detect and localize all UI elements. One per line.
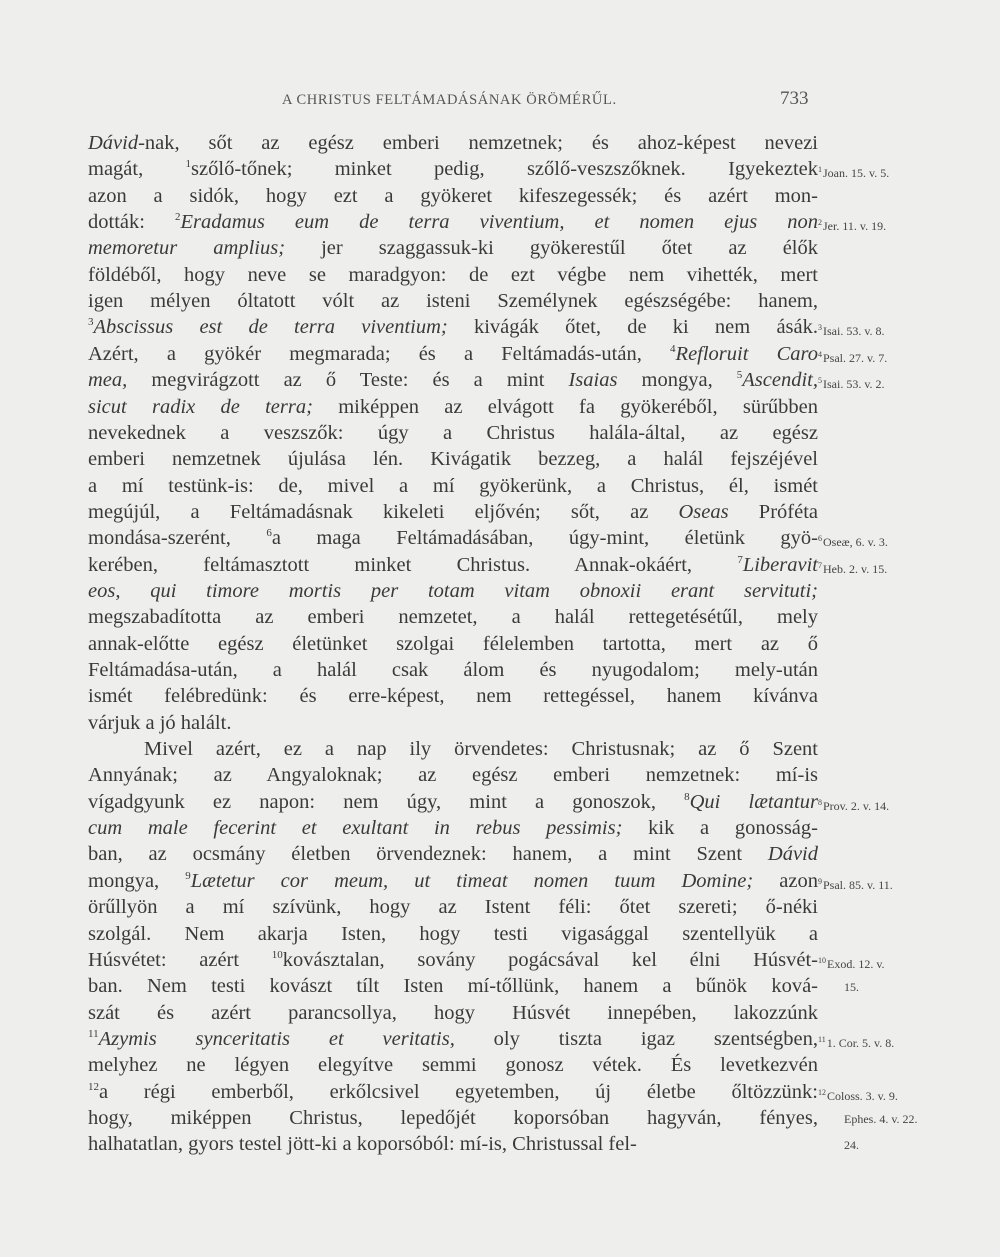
text-line: [88, 1105, 818, 1131]
marginal-note-text: Exod. 12. v.: [827, 956, 885, 971]
marginal-note-text: Coloss. 3. v. 9.: [827, 1088, 898, 1103]
text-line: [88, 683, 818, 709]
text-line: [88, 394, 818, 420]
marginal-note-text: Psal. 27. v. 7.: [823, 350, 888, 365]
marginal-note-mark: 6: [818, 534, 822, 544]
footnote-mark: 4: [670, 342, 676, 355]
marginal-note: [818, 875, 893, 892]
marginal-note-mark: 11: [818, 1034, 826, 1044]
footnote-mark: 3: [88, 316, 94, 329]
page-number: 733: [780, 88, 809, 109]
latin-phrase: Liberavit: [742, 553, 818, 576]
marginal-note-text: Isai. 53. v. 8.: [823, 324, 885, 339]
footnote-mark: 5: [736, 369, 743, 382]
text-run: vígadgyunk ez napon: nem úgy, mint a gonoszok,: [88, 790, 685, 813]
text-run: ban. Nem testi kovászt tílt Isten mí-tőllünk, hanem a bűnök ková-: [88, 975, 818, 998]
marginal-note: [818, 1138, 859, 1152]
text-line: [88, 789, 818, 815]
text-line: [88, 525, 818, 551]
marginal-note-text: Isai. 53. v. 2.: [823, 377, 885, 392]
latin-phrase: Qui lætantur: [689, 790, 818, 813]
text-run: Húsvétet: azért: [88, 948, 272, 971]
marginal-note: [818, 163, 889, 180]
text-run: dották:: [88, 211, 176, 234]
text-run: azon: [753, 869, 818, 892]
text-run: Feltámadása-után, a halál csak álom és nyugodalom; mely-után: [88, 659, 818, 681]
marginal-note: [818, 532, 888, 549]
marginal-note-mark: 9: [818, 876, 822, 886]
marginal-note: [818, 348, 887, 365]
text-run: azon a sidók, hogy ezt a gyökeret kifeszegessék; és azért mon-: [88, 184, 818, 207]
marginal-note: [818, 980, 859, 994]
marginal-note: [818, 216, 886, 233]
text-run: mondása-szerént,: [88, 527, 267, 550]
text-line: [88, 209, 818, 235]
footnote-mark: 8: [684, 790, 690, 803]
text-run: kivágák őtet, de ki nem ásák.: [447, 316, 818, 339]
text-run: jer szaggassuk-ki gyökerestűl őtet az élők: [285, 237, 818, 260]
marginal-note: [818, 1086, 898, 1103]
text-run: nevekednek a veszszők: úgy a Christus halála-által, az egész: [88, 421, 818, 444]
marginal-note: [818, 559, 887, 576]
marginal-note: [818, 796, 889, 813]
text-line: [88, 578, 818, 604]
marginal-note-text: 24.: [844, 1138, 859, 1153]
marginal-note-mark: 8: [818, 797, 822, 807]
marginal-note-mark: 1: [818, 165, 822, 175]
text-run: a maga Feltámadásában, úgy-mint, életünk gyö-: [271, 527, 818, 550]
latin-phrase: cum male fecerint et exultant in rebus pessimis;: [88, 817, 623, 840]
text-line: [88, 736, 818, 762]
text-line: [88, 1052, 818, 1078]
text-run: Azért, a gyökér megmarada; és a Feltámadás-után,: [88, 342, 671, 365]
marginal-note: [818, 321, 885, 338]
latin-phrase: Ascendit,: [742, 369, 818, 392]
footnote-mark: 6: [266, 527, 272, 540]
text-line: [88, 710, 818, 736]
text-line: [88, 235, 818, 261]
marginal-note-text: Psal. 85. v. 11.: [823, 877, 893, 892]
text-line: [88, 973, 818, 999]
text-line: [88, 1079, 818, 1105]
text-line: [88, 1026, 818, 1052]
marginal-note-mark: 5: [818, 376, 822, 386]
footnote-mark: 7: [737, 553, 743, 566]
text-line: [88, 815, 818, 841]
text-line: [88, 1131, 818, 1157]
text-run: örűllyön a mí szívünk, hogy az Istent féli: őtet szereti; ő-néki: [88, 896, 818, 919]
text-run: kovásztalan, sovány pogácsával kel élni Húsvét-: [282, 948, 818, 971]
latin-phrase: Isaias: [568, 369, 618, 392]
text-line: [88, 473, 818, 499]
latin-phrase: Azymis synceritatis et veritatis,: [98, 1027, 455, 1050]
text-run: oly tiszta igaz szentségben,: [454, 1027, 818, 1050]
marginal-note-text: Jer. 11. v. 19.: [823, 219, 887, 234]
footnote-mark: 2: [175, 211, 181, 224]
text-line: [88, 499, 818, 525]
latin-phrase: Dávid: [767, 843, 818, 866]
latin-phrase: Refloruit Caro: [675, 342, 818, 365]
marginal-note-text: 1. Cor. 5. v. 8.: [826, 1035, 895, 1050]
text-run: a régi emberből, erkőlcsivel egyetemben, új életbe őltözzünk:: [99, 1080, 818, 1103]
text-line: [88, 657, 818, 683]
marginal-note-mark: 10: [818, 955, 826, 965]
text-run: Annyának; az Angyaloknak; az egész emberi nemzetnek: mí-is: [88, 764, 818, 787]
latin-phrase: Dávid: [88, 132, 139, 154]
marginal-note: [818, 1112, 918, 1126]
marginal-note: [818, 954, 885, 971]
text-run: kik a gonosság-: [622, 817, 818, 840]
text-line: [88, 420, 818, 446]
latin-phrase: sicut radix de terra;: [88, 395, 313, 418]
text-run: miképpen az elvágott fa gyökeréből, sürűbben: [312, 395, 819, 418]
text-run: Mivel azért, ez a nap ily örvendetes: Christusnak; az ő Szent: [144, 738, 818, 761]
running-header: A CHRISTUS FELTÁMADÁSÁNAK ÖRÖMÉRŰL.: [282, 92, 617, 108]
text-run: mongya,: [88, 869, 186, 892]
text-line: [88, 894, 818, 920]
text-line: [88, 762, 818, 788]
footnote-mark: 12: [88, 1080, 99, 1093]
text-line: [88, 367, 818, 393]
text-run: halhatatlan, gyors testel jött-ki a koporsóból: mí-is, Christussal fel-: [88, 1133, 637, 1156]
latin-phrase: Abscissus est de terra viventium;: [93, 316, 448, 339]
text-run: ismét felébredünk: és erre-képest, nem rettegéssel, hanem kívánva: [88, 685, 818, 708]
marginal-note-text: Ephes. 4. v. 22.: [844, 1111, 918, 1126]
text-line: [88, 262, 818, 288]
text-line: [88, 841, 818, 867]
footnote-mark: 10: [271, 949, 283, 962]
text-run: magát,: [88, 158, 186, 181]
text-run: mongya,: [617, 369, 737, 392]
latin-phrase: Oseas: [678, 500, 729, 523]
text-line: [88, 446, 818, 472]
text-line: [88, 868, 818, 894]
text-line: [88, 552, 818, 578]
marginal-note-mark: 2: [818, 218, 822, 228]
text-run: Próféta: [728, 500, 818, 523]
text-run: szát és azért parancsollya, hogy Húsvét innepében, lakozzúnk: [88, 1001, 818, 1024]
marginal-note-mark: 3: [818, 323, 822, 333]
marginal-note-mark: 7: [818, 560, 822, 570]
text-run: várjuk a jó halált.: [88, 711, 232, 734]
text-run: megszabadította az emberi nemzetet, a halál rettegetésétűl, mely: [88, 606, 818, 629]
text-run: annak-előtte egész életünket szolgai félelemben tartotta, mert az ő: [88, 632, 818, 655]
marginal-note-text: Prov. 2. v. 14.: [823, 798, 890, 813]
text-run: -nak, sőt az egész emberi nemzetnek; és ahoz-képest nevezi: [138, 132, 818, 154]
text-run: szolgál. Nem akarja Isten, hogy testi vigasággal szentellyük a: [88, 922, 818, 945]
text-line: [88, 341, 818, 367]
marginal-note-text: Heb. 2. v. 15.: [823, 561, 888, 576]
text-run: hogy, miképpen Christus, lepedőjét koporsóban hagyván, fényes,: [88, 1106, 818, 1129]
footnote-mark: 11: [88, 1028, 99, 1041]
text-run: kerében, feltámasztott minket Christus. Annak-okáért,: [88, 553, 738, 576]
text-line: [88, 1000, 818, 1026]
text-run: a mí testünk-is: de, mivel a mí gyökerünk, a Christus, él, ismét: [88, 474, 818, 497]
text-line: [88, 921, 818, 947]
text-run: melyhez ne légyen elegyítve semmi gonosz vétek. És levetkezvén: [88, 1054, 818, 1077]
latin-phrase: eos, qui timore mortis per totam vitam obnoxii erant servituti;: [88, 579, 818, 602]
text-run: földéből, hogy neve se maradgyon: de ezt végbe nem vihették, mert: [88, 263, 818, 286]
text-run: igen mélyen óltatott vólt az isteni Személynek egészségébe: hanem,: [88, 290, 818, 313]
marginal-note: [818, 1033, 894, 1050]
marginal-note: [818, 374, 885, 391]
marginal-note-mark: 4: [818, 349, 822, 359]
text-run: megvirágzott az ő Teste: és a mint: [127, 369, 569, 392]
text-run: ban, az ocsmány életben örvendeznek: hanem, a mint Szent: [88, 843, 768, 866]
latin-phrase: Lætetur cor meum, ut timeat nomen tuum Domine;: [190, 869, 754, 892]
text-run: emberi nemzetnek újulása lén. Kivágatik bezzeg, a halál fejszéjével: [88, 448, 818, 471]
text-line: [88, 947, 818, 973]
latin-phrase: Eradamus eum de terra viventium, et nomen ejus non: [180, 211, 819, 234]
text-run: szőlő-tőnek; minket pedig, szőlő-veszszőknek. Igyekeztek: [191, 158, 819, 181]
text-line: [88, 288, 818, 314]
text-line: [88, 631, 818, 657]
text-line: [88, 314, 818, 340]
text-line: [88, 130, 818, 156]
marginal-note-text: 15.: [844, 980, 859, 995]
text-line: [88, 156, 818, 182]
text-line: [88, 183, 818, 209]
marginal-note-text: Oseæ, 6. v. 3.: [823, 535, 888, 550]
footnote-mark: 1: [185, 158, 192, 171]
marginal-note-mark: 12: [818, 1087, 826, 1097]
footnote-mark: 9: [185, 869, 191, 882]
text-line: [88, 604, 818, 630]
latin-phrase: memoretur amplius;: [88, 237, 286, 260]
text-run: megújúl, a Feltámadásnak kikeleti eljővén; sőt, az: [88, 500, 679, 523]
marginal-note-text: Joan. 15. v. 5.: [823, 166, 890, 181]
latin-phrase: mea,: [88, 369, 128, 392]
